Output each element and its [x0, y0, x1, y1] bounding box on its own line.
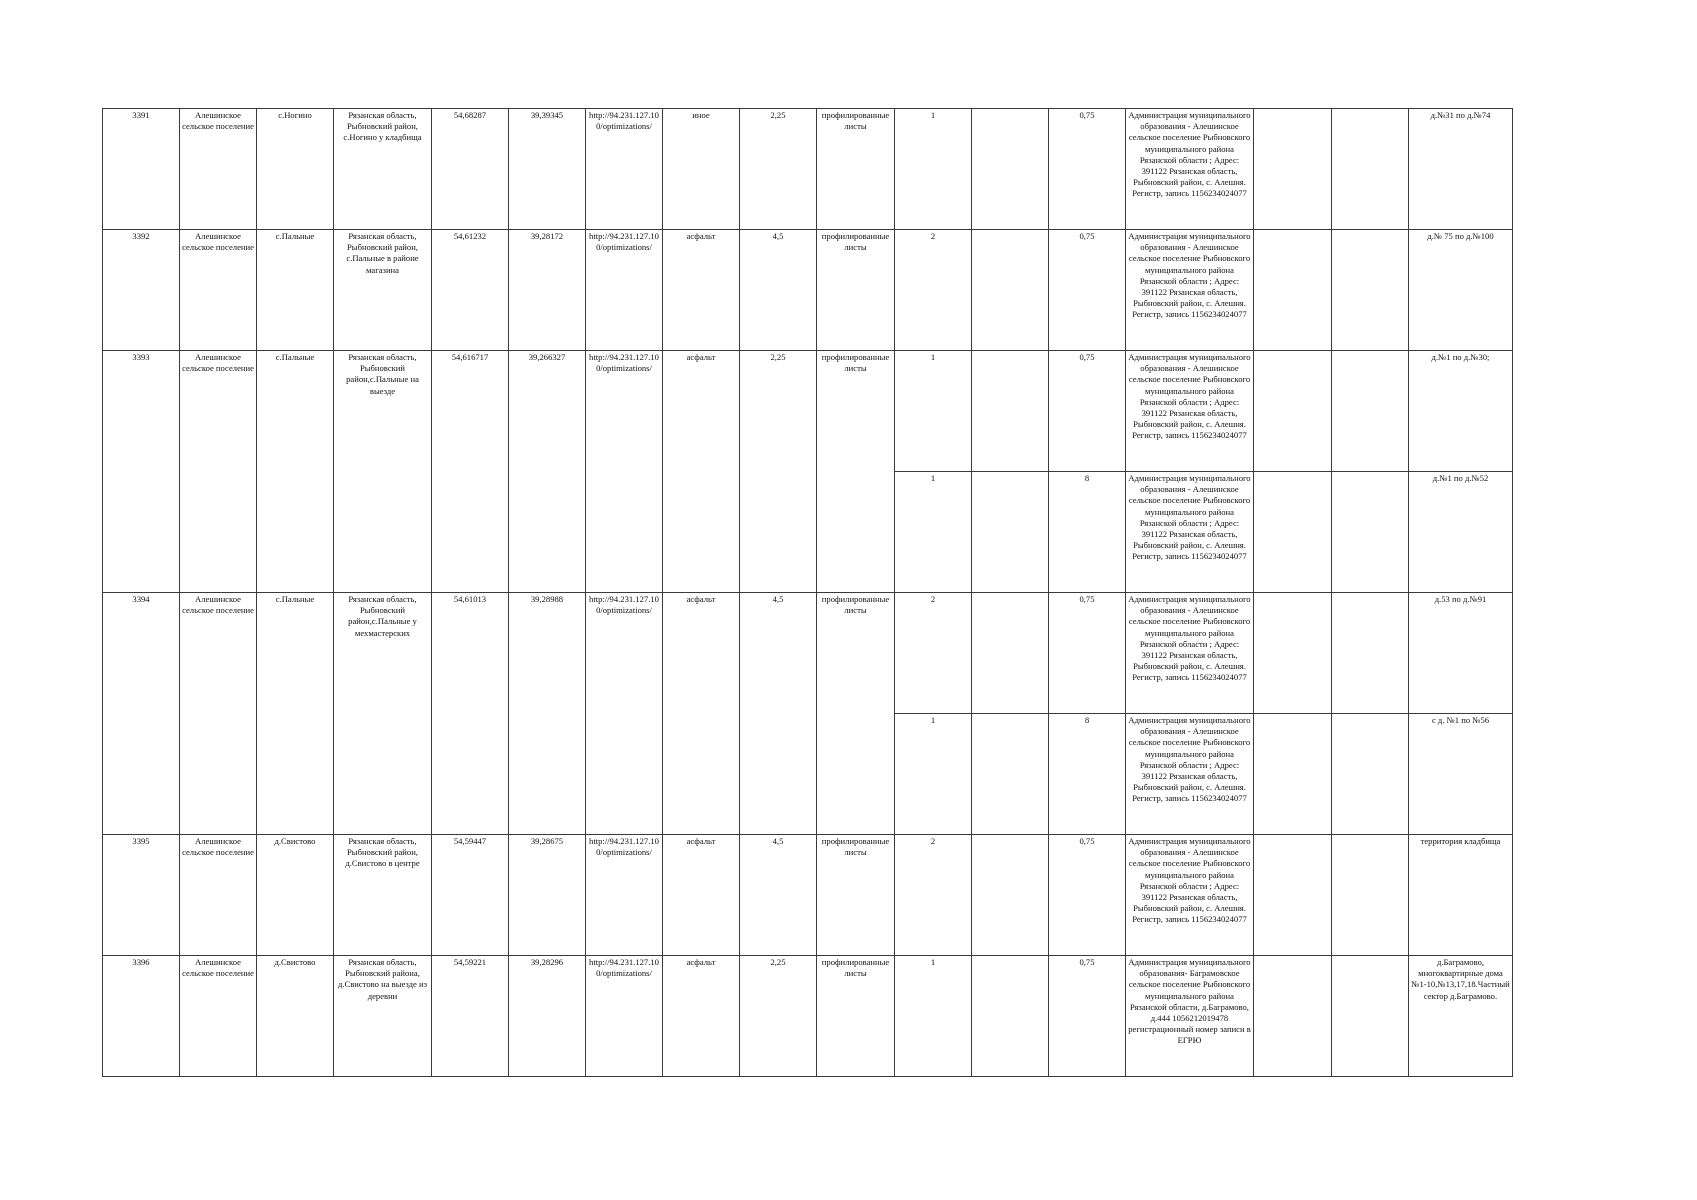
- empty-cell: [1254, 956, 1332, 1077]
- owner-cell: Администрация муниципального образования- Баграмовское сельское поселение Рыбновского муниципального района Рязанской области, д.Баграмово, д.444 1056212019478 регистрационный номер записи в ЕГРЮ: [1126, 956, 1254, 1077]
- fence-cell: профилированные листы: [817, 351, 895, 593]
- site-id-cell: 3391: [103, 109, 180, 230]
- area-cell: 2,25: [740, 109, 817, 230]
- container-count-cell: 2: [895, 835, 972, 956]
- map-url-cell: http://94.231.127.100/optimizations/: [586, 351, 663, 593]
- area-cell: 4,5: [740, 835, 817, 956]
- surface-cell: асфальт: [663, 230, 740, 351]
- owner-cell: Администрация муниципального образования - Алешинское сельское поселение Рыбновского муниципального района Рязанской области ; Адрес: 391122 Рязанская область, Рыбновский район, с. Алешня. Регистр, запись 1156234024077: [1126, 109, 1254, 230]
- latitude-cell: 54,616717: [432, 351, 509, 593]
- container-volume-cell: 0,75: [1049, 351, 1126, 472]
- empty-cell: [1332, 472, 1409, 593]
- locality-cell: д.Свистово: [257, 956, 334, 1077]
- empty-cell: [1254, 109, 1332, 230]
- waste-sources-cell: д.№1 по д.№52: [1409, 472, 1513, 593]
- site-id-cell: 3392: [103, 230, 180, 351]
- empty-cell: [1332, 109, 1409, 230]
- address-cell: Рязанская область, Рыбновский района, д.Свистово на выезде из деревни: [334, 956, 432, 1077]
- site-id-cell: 3394: [103, 593, 180, 835]
- surface-cell: асфальт: [663, 593, 740, 835]
- waste-sites-table: [102, 108, 1513, 1077]
- area-cell: 2,25: [740, 956, 817, 1077]
- empty-cell: [1332, 593, 1409, 714]
- container-count-cell: 2: [895, 593, 972, 714]
- empty-cell: [1254, 230, 1332, 351]
- locality-cell: с.Ногино: [257, 109, 334, 230]
- address-cell: Рязанская область, Рыбновский район, д.Свистово в центре: [334, 835, 432, 956]
- container-count-cell: 1: [895, 956, 972, 1077]
- area-cell: 4,5: [740, 230, 817, 351]
- empty-cell: [1332, 714, 1409, 835]
- latitude-cell: 54,68287: [432, 109, 509, 230]
- area-cell: 2,25: [740, 351, 817, 593]
- fence-cell: профилированные листы: [817, 835, 895, 956]
- locality-cell: с.Пальные: [257, 593, 334, 835]
- empty-cell: [972, 956, 1049, 1077]
- map-url-cell: http://94.231.127.100/optimizations/: [586, 230, 663, 351]
- site-id-cell: 3393: [103, 351, 180, 593]
- container-count-cell: 1: [895, 109, 972, 230]
- container-volume-cell: 0,75: [1049, 956, 1126, 1077]
- fence-cell: профилированные листы: [817, 593, 895, 835]
- waste-sources-cell: с д. №1 по №56: [1409, 714, 1513, 835]
- fence-cell: профилированные листы: [817, 230, 895, 351]
- area-cell: 4,5: [740, 593, 817, 835]
- address-cell: Рязанская область, Рыбновский район,с.Пальные на выезде: [334, 351, 432, 593]
- empty-cell: [972, 109, 1049, 230]
- empty-cell: [972, 593, 1049, 714]
- empty-cell: [1254, 593, 1332, 714]
- container-volume-cell: 0,75: [1049, 230, 1126, 351]
- table-row: [103, 835, 1513, 956]
- settlement-cell: Алешинское сельское поселение: [180, 835, 257, 956]
- empty-cell: [1254, 472, 1332, 593]
- empty-cell: [1254, 835, 1332, 956]
- fence-cell: профилированные листы: [817, 956, 895, 1077]
- table-body: [103, 109, 1513, 1077]
- owner-cell: Администрация муниципального образования - Алешинское сельское поселение Рыбновского муниципального района Рязанской области ; Адрес: 391122 Рязанская область, Рыбновский район, с. Алешня. Регистр, запись 1156234024077: [1126, 714, 1254, 835]
- container-count-cell: 1: [895, 714, 972, 835]
- fence-cell: профилированные листы: [817, 109, 895, 230]
- latitude-cell: 54,59221: [432, 956, 509, 1077]
- waste-sources-cell: д.53 по д.№91: [1409, 593, 1513, 714]
- settlement-cell: Алешинское сельское поселение: [180, 956, 257, 1077]
- owner-cell: Администрация муниципального образования - Алешинское сельское поселение Рыбновского муниципального района Рязанской области ; Адрес: 391122 Рязанская область, Рыбновский район, с. Алешня. Регистр, запись 1156234024077: [1126, 230, 1254, 351]
- surface-cell: асфальт: [663, 351, 740, 593]
- surface-cell: асфальт: [663, 956, 740, 1077]
- container-volume-cell: 8: [1049, 472, 1126, 593]
- container-count-cell: 1: [895, 472, 972, 593]
- address-cell: Рязанская область, Рыбновский район,с.Пальные у мехмастерских: [334, 593, 432, 835]
- longitude-cell: 39,28675: [509, 835, 586, 956]
- longitude-cell: 39,266327: [509, 351, 586, 593]
- locality-cell: д.Свистово: [257, 835, 334, 956]
- longitude-cell: 39,28296: [509, 956, 586, 1077]
- empty-cell: [1332, 835, 1409, 956]
- map-url-cell: http://94.231.127.100/optimizations/: [586, 593, 663, 835]
- owner-cell: Администрация муниципального образования - Алешинское сельское поселение Рыбновского муниципального района Рязанской области ; Адрес: 391122 Рязанская область, Рыбновский район, с. Алешня. Регистр, запись 1156234024077: [1126, 351, 1254, 472]
- settlement-cell: Алешинское сельское поселение: [180, 230, 257, 351]
- table-row: [103, 109, 1513, 230]
- empty-cell: [1332, 956, 1409, 1077]
- table-row: [103, 956, 1513, 1077]
- container-volume-cell: 0,75: [1049, 109, 1126, 230]
- table-row: [103, 351, 1513, 472]
- locality-cell: с.Пальные: [257, 230, 334, 351]
- waste-sources-cell: д.№31 по д.№74: [1409, 109, 1513, 230]
- empty-cell: [972, 472, 1049, 593]
- site-id-cell: 3395: [103, 835, 180, 956]
- empty-cell: [1254, 351, 1332, 472]
- table-row: [103, 593, 1513, 714]
- empty-cell: [972, 714, 1049, 835]
- settlement-cell: Алешинское сельское поселение: [180, 109, 257, 230]
- surface-cell: асфальт: [663, 835, 740, 956]
- map-url-cell: http://94.231.127.100/optimizations/: [586, 956, 663, 1077]
- waste-sources-cell: д.Баграмово, многоквартирные дома №1-10,№13,17,18.Частный сектор д.Баграмово.: [1409, 956, 1513, 1077]
- address-cell: Рязанская область, Рыбновский район, с.Ногино у кладбища: [334, 109, 432, 230]
- map-url-cell: http://94.231.127.100/optimizations/: [586, 835, 663, 956]
- map-url-cell: http://94.231.127.100/optimizations/: [586, 109, 663, 230]
- table-row: [103, 230, 1513, 351]
- owner-cell: Администрация муниципального образования - Алешинское сельское поселение Рыбновского муниципального района Рязанской области ; Адрес: 391122 Рязанская область, Рыбновский район, с. Алешня. Регистр, запись 1156234024077: [1126, 593, 1254, 714]
- owner-cell: Администрация муниципального образования - Алешинское сельское поселение Рыбновского муниципального района Рязанской области ; Адрес: 391122 Рязанская область, Рыбновский район, с. Алешня. Регистр, запись 1156234024077: [1126, 472, 1254, 593]
- empty-cell: [1332, 351, 1409, 472]
- container-volume-cell: 0,75: [1049, 593, 1126, 714]
- empty-cell: [1254, 714, 1332, 835]
- container-count-cell: 1: [895, 351, 972, 472]
- longitude-cell: 39,28988: [509, 593, 586, 835]
- longitude-cell: 39,39345: [509, 109, 586, 230]
- latitude-cell: 54,59447: [432, 835, 509, 956]
- waste-sources-cell: д.№1 по д.№30;: [1409, 351, 1513, 472]
- settlement-cell: Алешинское сельское поселение: [180, 593, 257, 835]
- empty-cell: [972, 230, 1049, 351]
- empty-cell: [972, 351, 1049, 472]
- waste-sources-cell: д.№ 75 по д.№100: [1409, 230, 1513, 351]
- empty-cell: [972, 835, 1049, 956]
- latitude-cell: 54,61013: [432, 593, 509, 835]
- owner-cell: Администрация муниципального образования - Алешинское сельское поселение Рыбновского муниципального района Рязанской области ; Адрес: 391122 Рязанская область, Рыбновский район, с. Алешня. Регистр, запись 1156234024077: [1126, 835, 1254, 956]
- address-cell: Рязанская область, Рыбновский район, с.Пальные в районе магазина: [334, 230, 432, 351]
- container-volume-cell: 0,75: [1049, 835, 1126, 956]
- settlement-cell: Алешинское сельское поселение: [180, 351, 257, 593]
- surface-cell: иное: [663, 109, 740, 230]
- container-volume-cell: 8: [1049, 714, 1126, 835]
- waste-sources-cell: территория кладбища: [1409, 835, 1513, 956]
- locality-cell: с.Пальные: [257, 351, 334, 593]
- longitude-cell: 39,28172: [509, 230, 586, 351]
- site-id-cell: 3396: [103, 956, 180, 1077]
- latitude-cell: 54,61232: [432, 230, 509, 351]
- container-count-cell: 2: [895, 230, 972, 351]
- empty-cell: [1332, 230, 1409, 351]
